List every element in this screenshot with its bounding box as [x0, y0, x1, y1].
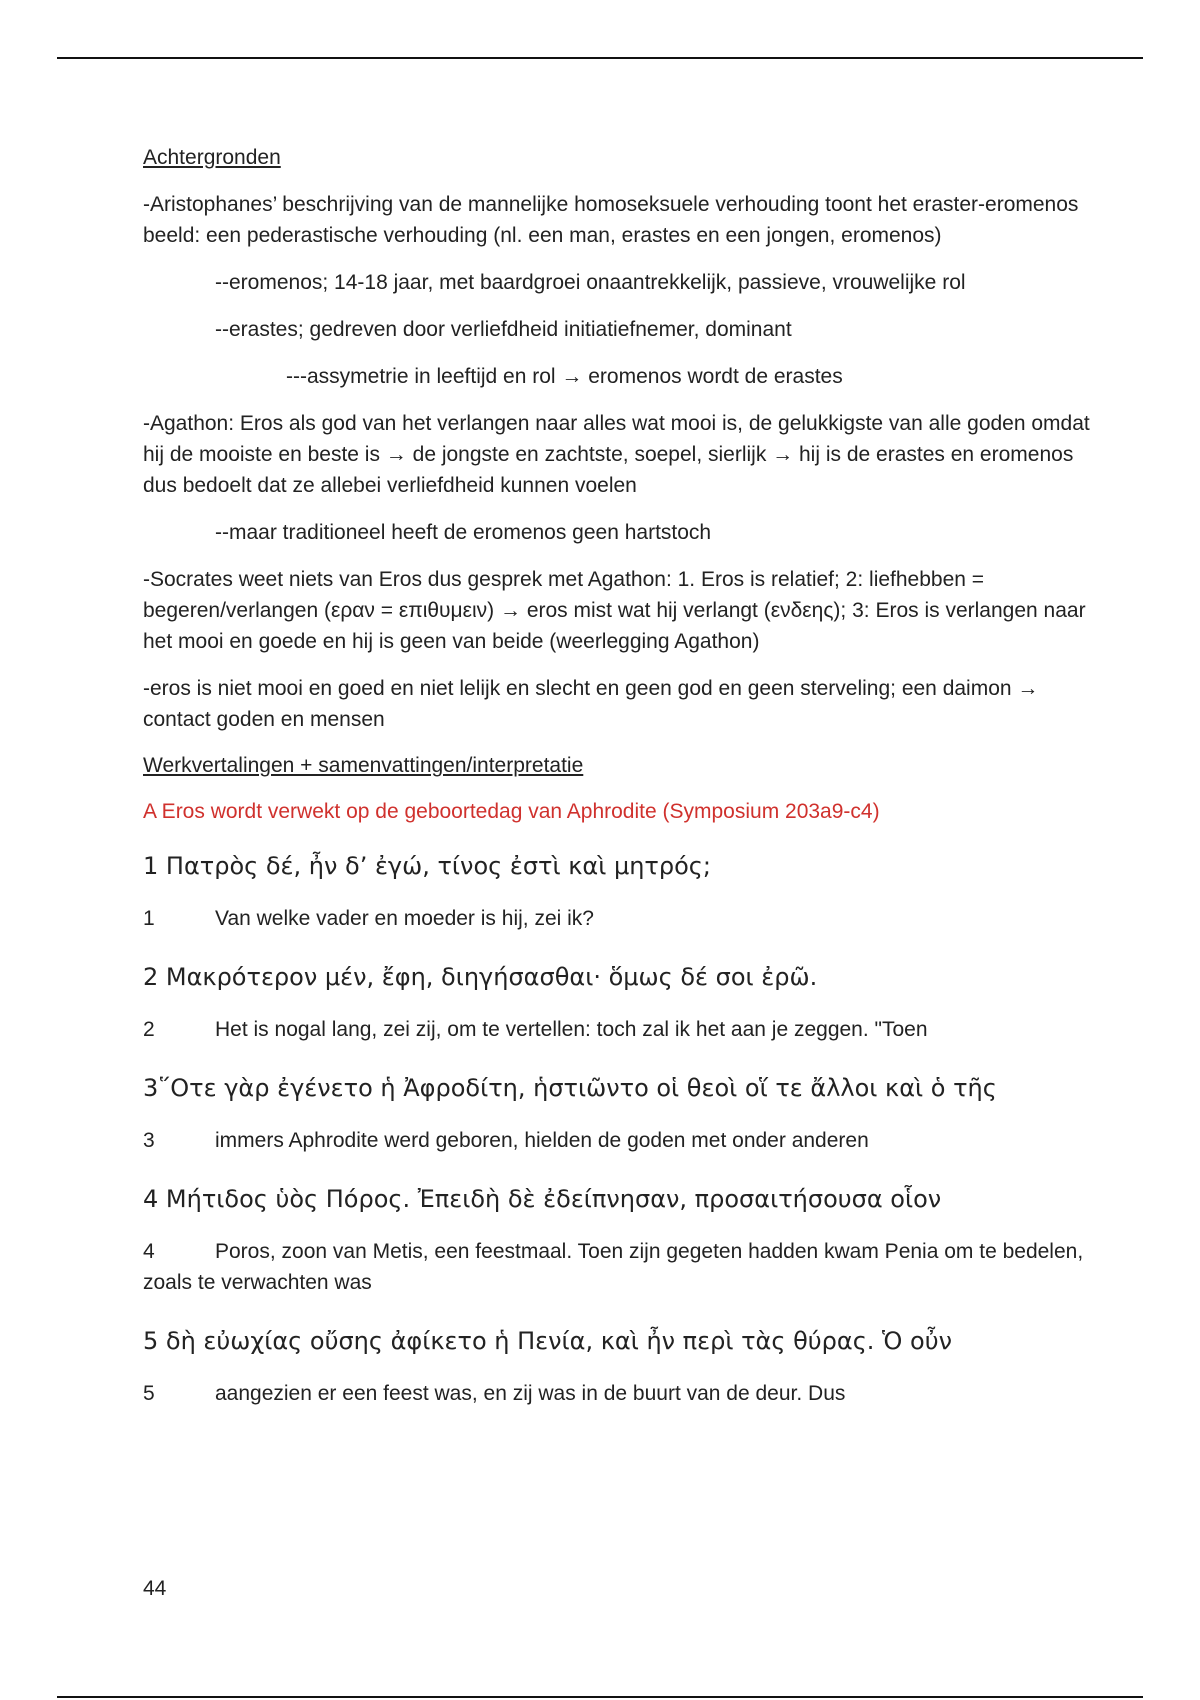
greek-line-3: 3῞Οτε γὰρ ἐγένετο ἡ Ἀφροδίτη, ἡστιῶντο οἱ θεοὶ οἵ τε ἄλλοι καὶ ὁ τῆς: [143, 1074, 997, 1102]
header-rule: [57, 57, 1143, 59]
translation-line-1: [143, 903, 1093, 934]
section-heading-achtergronden: Achtergronden: [143, 146, 281, 169]
section-heading-werkvertalingen: Werkvertalingen + samenvattingen/interpretatie: [143, 754, 584, 777]
footer-rule: [57, 1696, 1143, 1698]
line-number: 2: [143, 1018, 155, 1041]
paragraph-assymetrie: ---assymetrie in leeftijd en rol → eromenos wordt de erastes: [286, 365, 843, 388]
paragraph-erastes: --erastes; gedreven door verliefdheid initiatiefnemer, dominant: [215, 318, 792, 341]
greek-line-4: 4 Μήτιδος ὑὸς Πόρος. Ἐπειδὴ δὲ ἐδείπνησαν, προσαιτήσουσα οἷον: [143, 1185, 942, 1213]
paragraph-socrates: -Socrates weet niets van Eros dus gesprek met Agathon: 1. Eros is relatief; 2: liefhebben = begeren/verlangen (εραν = επιθυμειν) → eros mist wat hij verlangt (ενδεης); 3: Eros is verlangen naar het mooi en goede en hij is geen van beide (weerlegging Agathon): [143, 568, 1086, 653]
passage-title: A Eros wordt verwekt op de geboortedag van Aphrodite (Symposium 203a9-c4): [143, 800, 880, 823]
page-number: 44: [143, 1577, 167, 1600]
line-number: 1: [143, 907, 155, 930]
translation-text: immers Aphrodite werd geboren, hielden de goden met onder anderen: [215, 1129, 869, 1152]
line-number: 5: [143, 1382, 155, 1405]
line-number: 4: [143, 1240, 155, 1263]
line-number: 3: [143, 1129, 155, 1152]
paragraph-agathon: -Agathon: Eros als god van het verlangen naar alles wat mooi is, de gelukkigste van alle goden omdat hij de mooiste en beste is → de jongste en zachtste, soepel, sierlijk → hij is de erastes en eromenos dus bedoelt dat ze allebei verliefdheid kunnen voelen: [143, 412, 1090, 497]
greek-line-2: 2 Μακρότερον μέν, ἔφη, διηγήσασθαι· ὅμως δέ σοι ἐρῶ.: [143, 963, 818, 991]
translation-text: Van welke vader en moeder is hij, zei ik?: [215, 907, 594, 930]
paragraph-eromenos: --eromenos; 14-18 jaar, met baardgroei onaantrekkelijk, passieve, vrouwelijke rol: [215, 271, 966, 294]
translation-text: Poros, zoon van Metis, een feestmaal. Toen zijn gegeten hadden kwam Penia om te bedelen, zoals te verwachten was: [143, 1240, 1084, 1294]
translation-line-2: [143, 1014, 1093, 1045]
translation-text: aangezien er een feest was, en zij was in de buurt van de deur. Dus: [215, 1382, 846, 1405]
paragraph-aristophanes: -Aristophanes’ beschrijving van de mannelijke homoseksuele verhouding toont het eraster-eromenos beeld: een pederastische verhouding (nl. een man, erastes en een jongen, eromenos): [143, 193, 1079, 247]
translation-line-4: [143, 1236, 1093, 1298]
translation-text: Het is nogal lang, zei zij, om te vertellen: toch zal ik het aan je zeggen. "Toen: [215, 1018, 928, 1041]
translation-line-3: [143, 1125, 1093, 1156]
greek-line-5: 5 δὴ εὐωχίας οὔσης ἀφίκετο ἡ Πενία, καὶ ἦν περὶ τὰς θύρας. Ὁ οὖν: [143, 1327, 953, 1355]
translation-line-5: [143, 1378, 1093, 1409]
paragraph-daimon: -eros is niet mooi en goed en niet lelijk en slecht en geen god en geen sterveling; een daimon → contact goden en mensen: [143, 677, 1039, 731]
document-body: [143, 143, 1093, 1435]
greek-line-1: 1 Πατρὸς δέ, ἦν δ’ ἐγώ, τίνος ἐστὶ καὶ μητρός;: [143, 852, 711, 880]
paragraph-traditioneel: --maar traditioneel heeft de eromenos geen hartstoch: [215, 521, 712, 544]
